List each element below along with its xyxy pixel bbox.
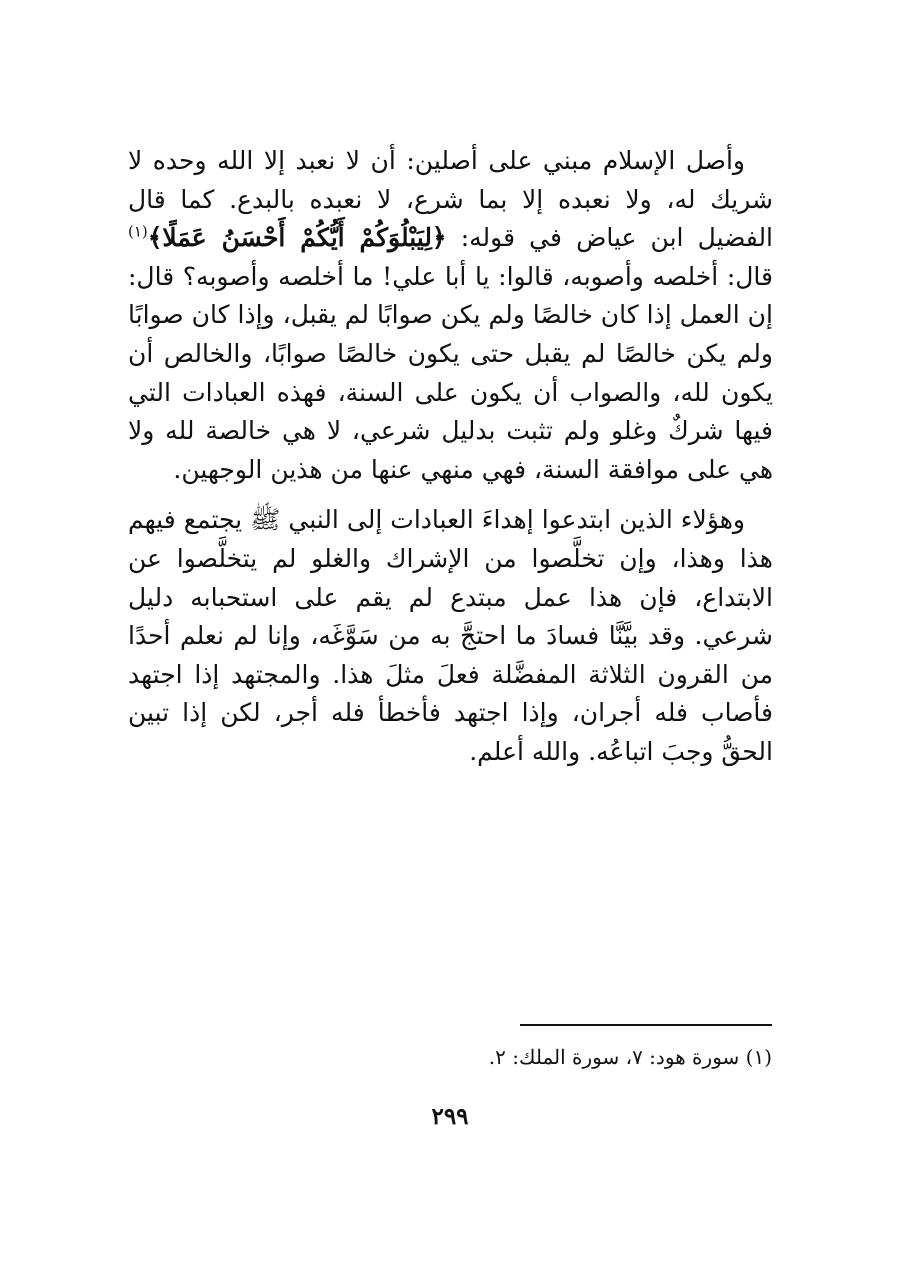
paragraph-1-body: قال: أخلصه وأصوبه، قالوا: يا أبا علي! ما أخلصه وأصوبه؟ قال: إن العمل إذا كان خالصًا ولم يكن صوابًا لم يقبل، وإذا كان صوابًا ولم يكن خالصًا لم يقبل حتى يكون خالصًا صوابًا، والخالص أن يكون لله، والصواب أن يكون على السنة، فهذه العبادات التي فيها شركٌ وغلو ولم تثبت بدليل شرعي، لا هي خالصة لله ولا هي على موافقة السنة، فهي منهي عنها من هذين الوجهين. xyxy=(128,261,773,484)
footnote-reference: (١) xyxy=(128,222,148,241)
main-text xyxy=(128,142,773,772)
paragraph-1 xyxy=(128,142,773,489)
paragraph-2: وهؤلاء الذين ابتدعوا إهداءَ العبادات إلى النبي ﷺ يجتمع فيهم هذا وهذا، وإن تخلَّصوا من الإشراك والغلو لم يتخلَّصوا عن الابتداع، فإن هذا عمل مبتدع لم يقم على استحبابه دليل شرعي. وقد بيَّنَّا فسادَ ما احتجَّ به من سَوَّغَه، وإنا لم نعلم أحدًا من القرون الثلاثة المفضَّلة فعلَ مثلَ هذا. والمجتهد إذا اجتهد فأصاب فله أجران، وإذا اجتهد فأخطأ فله أجر، لكن إذا تبين الحقُّ وجبَ اتباعُه. والله أعلم. xyxy=(128,505,773,766)
footnote-divider xyxy=(520,1024,772,1026)
paragraph-1-intro: وأصل الإسلام مبني على أصلين: أن لا نعبد إلا الله وحده لا شريك له، ولا نعبده إلا بما شرع، لا نعبده بالبدع. كما قال الفضيل ابن عياض في قوله: xyxy=(128,146,774,253)
page-number: ٢٩٩ xyxy=(431,1103,469,1130)
footnote: (١) سورة هود: ٧، سورة الملك: ٢. xyxy=(488,1045,772,1069)
quran-verse: ﴿لِيَبْلُوَكُمْ أَيُّكُمْ أَحْسَنُ عَمَلًا﴾ xyxy=(147,223,447,253)
